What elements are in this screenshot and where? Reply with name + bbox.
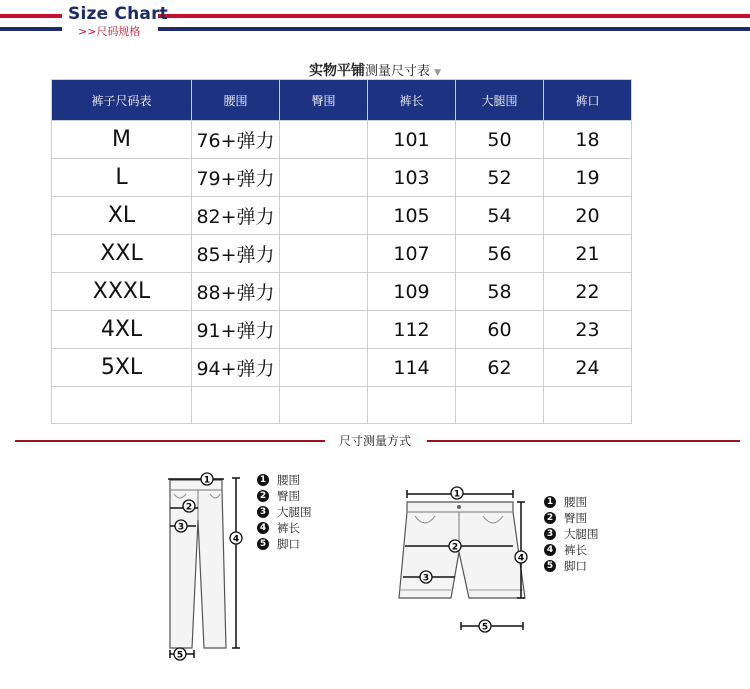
marker-2: 2	[185, 502, 193, 513]
hem-cell: 21	[544, 235, 632, 273]
legend-item: 4 裤长	[544, 542, 599, 558]
size-cell: XXXL	[52, 273, 192, 311]
hem-cell: 20	[544, 197, 632, 235]
legend-item: 5 脚口	[544, 558, 599, 574]
size-cell: XL	[52, 197, 192, 235]
hip-cell	[280, 273, 368, 311]
length-cell: 105	[368, 197, 456, 235]
waist-cell: 91+弹力	[192, 311, 280, 349]
legend-item: 3 大腿围	[257, 504, 312, 520]
length-cell: 112	[368, 311, 456, 349]
legend-item: 2 臀围	[257, 488, 312, 504]
marker-4: 4	[232, 534, 240, 545]
hem-cell: 23	[544, 311, 632, 349]
section-title: 尺寸测量方式	[0, 432, 750, 449]
column-header: 裤子尺码表	[52, 80, 192, 121]
empty-cell	[368, 387, 456, 424]
size-table	[51, 79, 632, 424]
table-row-empty	[52, 387, 632, 424]
length-cell: 103	[368, 159, 456, 197]
size-cell: 4XL	[52, 311, 192, 349]
empty-cell	[52, 387, 192, 424]
column-header: 臀围	[280, 80, 368, 121]
marker-1: 1	[203, 475, 211, 486]
waist-cell: 82+弹力	[192, 197, 280, 235]
hem-cell: 18	[544, 121, 632, 159]
legend-item: 1 腰围	[544, 494, 599, 510]
header-subtitle: >>尺码规格	[78, 25, 141, 38]
size-cell: M	[52, 121, 192, 159]
table-row	[52, 273, 632, 311]
table-title-main: 实物平铺	[308, 63, 365, 79]
column-header: 大腿围	[456, 80, 544, 121]
length-cell: 101	[368, 121, 456, 159]
column-header: 裤长	[368, 80, 456, 121]
legend-item: 4 裤长	[257, 520, 312, 536]
marker-4: 4	[517, 553, 525, 564]
waist-cell: 85+弹力	[192, 235, 280, 273]
waist-cell: 76+弹力	[192, 121, 280, 159]
long-pants-diagram	[160, 468, 252, 664]
header-title: Size Chart	[68, 4, 168, 24]
column-header: 腰围	[192, 80, 280, 121]
legend-item: 1 腰围	[257, 472, 312, 488]
length-cell: 107	[368, 235, 456, 273]
thigh-cell: 56	[456, 235, 544, 273]
marker-3: 3	[177, 522, 185, 533]
length-cell: 109	[368, 273, 456, 311]
legend-right	[544, 494, 599, 574]
thigh-cell: 50	[456, 121, 544, 159]
triangle-down-icon: ▼	[434, 68, 442, 78]
size-cell: XXL	[52, 235, 192, 273]
hem-cell: 22	[544, 273, 632, 311]
hip-cell	[280, 159, 368, 197]
hip-cell	[280, 235, 368, 273]
empty-cell	[192, 387, 280, 424]
hip-cell	[280, 197, 368, 235]
table-row	[52, 311, 632, 349]
size-cell: 5XL	[52, 349, 192, 387]
thigh-cell: 58	[456, 273, 544, 311]
column-header: 裤口	[544, 80, 632, 121]
table-header-row	[52, 80, 632, 121]
thigh-cell: 62	[456, 349, 544, 387]
table-row	[52, 197, 632, 235]
table-row	[52, 235, 632, 273]
marker-5: 5	[176, 650, 184, 661]
table-row	[52, 121, 632, 159]
hem-cell: 24	[544, 349, 632, 387]
hip-cell	[280, 349, 368, 387]
hem-cell: 19	[544, 159, 632, 197]
hip-cell	[280, 121, 368, 159]
legend-left	[257, 472, 312, 552]
marker-5: 5	[481, 622, 489, 633]
size-cell: L	[52, 159, 192, 197]
waist-cell: 79+弹力	[192, 159, 280, 197]
shorts-diagram	[395, 482, 535, 634]
table-title	[0, 60, 750, 80]
length-cell: 114	[368, 349, 456, 387]
thigh-cell: 54	[456, 197, 544, 235]
legend-item: 3 大腿围	[544, 526, 599, 542]
hip-cell	[280, 311, 368, 349]
waist-cell: 94+弹力	[192, 349, 280, 387]
thigh-cell: 60	[456, 311, 544, 349]
legend-item: 2 臀围	[544, 510, 599, 526]
table-row	[52, 349, 632, 387]
empty-cell	[544, 387, 632, 424]
waist-cell: 88+弹力	[192, 273, 280, 311]
marker-2: 2	[451, 542, 459, 553]
table-row	[52, 159, 632, 197]
table-title-rest: 测量尺寸表	[364, 64, 430, 79]
thigh-cell: 52	[456, 159, 544, 197]
marker-1: 1	[453, 489, 461, 500]
marker-3: 3	[422, 573, 430, 584]
empty-cell	[456, 387, 544, 424]
empty-cell	[280, 387, 368, 424]
legend-item: 5 脚口	[257, 536, 312, 552]
